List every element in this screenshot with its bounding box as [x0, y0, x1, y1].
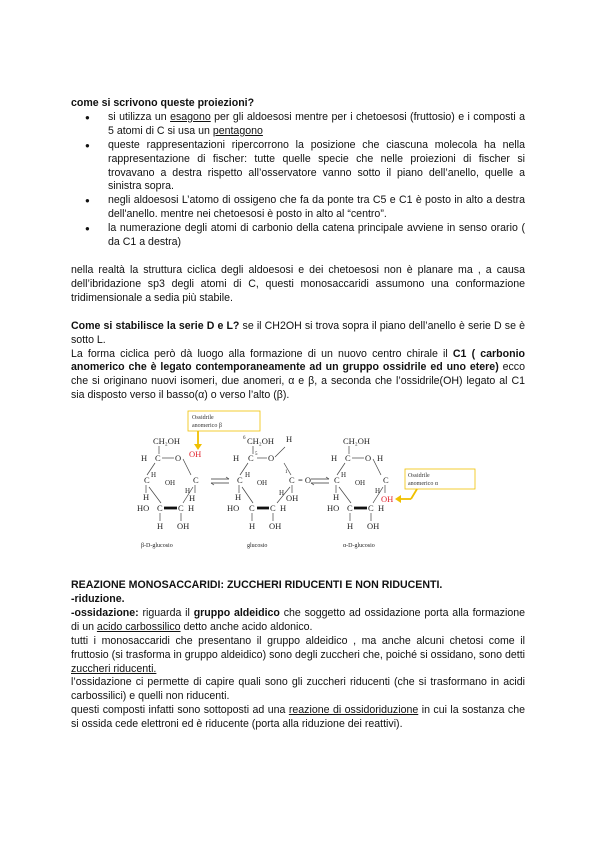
alpha-label-line2: anomerico α — [408, 481, 438, 488]
text-run: se il CH2OH si trova sopra il piano dell’anello è serie D se è sotto L. — [71, 319, 525, 346]
paragraph-reducing-sugars — [71, 635, 525, 677]
svg-text:OH: OH — [355, 479, 366, 488]
svg-text:5: 5 — [255, 452, 258, 458]
bullet-list — [71, 111, 525, 250]
svg-text:H: H — [157, 521, 164, 532]
svg-text:O: O — [365, 453, 372, 464]
text-run: acido carbossilico — [96, 620, 181, 633]
alpha-glucose — [327, 436, 393, 549]
equilibrium-arrows-2 — [311, 477, 329, 485]
text-run: Come si stabilisce la serie D e L? — [71, 319, 240, 332]
text-run: pentagono — [212, 124, 263, 137]
text-run: gruppo aldeidico — [193, 606, 280, 619]
svg-text:H: H — [151, 471, 157, 480]
svg-text:H: H — [189, 493, 196, 504]
paragraph-redox — [71, 704, 525, 732]
paragraph-anomeric — [71, 348, 525, 404]
svg-text:C: C — [193, 475, 199, 486]
svg-text:C: C — [347, 503, 353, 514]
svg-text:C: C — [157, 503, 163, 514]
beta-label-line2: anomerico β — [192, 423, 222, 430]
rich-text — [108, 139, 525, 193]
svg-text:C: C — [270, 503, 276, 514]
svg-text:OH: OH — [286, 493, 299, 504]
svg-text:OH: OH — [165, 479, 176, 488]
svg-text:H: H — [286, 434, 293, 445]
svg-text:OH: OH — [189, 449, 202, 460]
text-run: reazione di ossidoriduzione — [288, 704, 419, 717]
svg-text:H: H — [245, 471, 251, 480]
svg-text:OH: OH — [381, 494, 394, 505]
svg-text:C: C — [144, 475, 150, 486]
svg-text:H: H — [188, 503, 195, 514]
text-run: questi composti infatti sono sottoposti ad una — [71, 704, 289, 717]
text-run: si utilizza un — [108, 110, 171, 123]
svg-text:C: C — [237, 475, 243, 486]
text-run: -ossidazione: — [71, 606, 139, 619]
alpha-arrow-head — [395, 495, 401, 503]
open-glucose — [227, 434, 311, 549]
svg-text:C: C — [249, 503, 255, 514]
bullet-item — [71, 139, 525, 195]
section-heading-projections: come si scrivono queste proiezioni? — [71, 97, 255, 109]
haworth-diagram — [71, 407, 525, 567]
svg-text:H: H — [279, 489, 285, 498]
text-run: tutti i monosaccaridi che presentano il gruppo aldeidico , ma anche alcuni chetosi come il fruttosio (si trasforma in gruppo aldeidico) sono degli zuccheri che, poiché si ossidano, sono detti — [71, 634, 525, 661]
text-run: riguarda il — [138, 606, 194, 619]
bullet-item — [71, 194, 525, 222]
svg-text:O: O — [175, 453, 182, 464]
caption-alpha: α-D-glucosio — [343, 543, 375, 550]
svg-text:C: C — [248, 453, 254, 464]
rich-text — [108, 111, 525, 137]
svg-text:6: 6 — [243, 436, 246, 442]
glucose-figure — [71, 407, 525, 567]
svg-text:H: H — [141, 453, 148, 464]
svg-text:CH₂OH: CH₂OH — [247, 436, 275, 447]
beta-glucose — [137, 436, 201, 549]
svg-text:HO: HO — [137, 503, 150, 514]
svg-text:H: H — [249, 521, 256, 532]
svg-text:OH: OH — [367, 521, 380, 532]
beta-label-line1: Ossidrile — [192, 415, 214, 422]
svg-text:H: H — [333, 492, 340, 503]
svg-text:OH: OH — [257, 479, 268, 488]
svg-text:C: C — [155, 453, 161, 464]
svg-text:C: C — [345, 453, 351, 464]
bullet-item — [71, 111, 525, 139]
svg-text:H: H — [341, 471, 347, 480]
text-run: zuccheri riducenti. — [71, 662, 157, 675]
svg-text:C: C — [289, 475, 295, 486]
svg-text:CH₂OH: CH₂OH — [153, 436, 181, 447]
svg-text:H: H — [375, 487, 381, 496]
svg-text:H: H — [233, 453, 240, 464]
svg-text:C: C — [178, 503, 184, 514]
svg-text:H: H — [377, 453, 384, 464]
text-run: queste rappresentazioni ripercorrono la posizione che ciascuna molecola ha nella rappresentazione di fischer: tutte quelle specie che nelle proiezioni di fischer si trovavano a destra rispetto all’osservatore vanno sotto il piano dell’anello, quelle a sinistra sopra. — [108, 138, 525, 193]
svg-text:CH₂OH: CH₂OH — [343, 436, 371, 447]
svg-text:H: H — [143, 492, 150, 503]
rich-text — [108, 194, 525, 220]
section-heading-reactions: REAZIONE MONOSACCARIDI: ZUCCHERI RIDUCENTI E NON RIDUCENTI. — [71, 579, 443, 592]
paragraph-conformation: nella realtà la struttura ciclica degli aldoesosi e dei chetoesosi non è planare ma , a causa dell’ibridazione sp3 degli atomi di C, questi monosaccaridi assumono una conformazione tridimensionale a sedia più stabile. — [71, 263, 525, 304]
svg-text:HO: HO — [327, 503, 340, 514]
text-run: La forma ciclica però dà luogo alla formazione di un nuovo centro chirale il — [71, 347, 453, 360]
text-run: per gli aldoesosi mentre per i chetoesosi (fruttosio) e i composti a 5 atomi di C si usa un — [108, 110, 525, 137]
text-run: negli aldoesosi L’atomo di ossigeno che fa da ponte tra C5 e C1 è posto in alto a destra dell'anello. mentre nei chetoesosi è posto in alto al “centro”. — [108, 194, 525, 221]
bullet-item — [71, 222, 525, 250]
caption-beta: β-D-glucosio — [141, 543, 173, 550]
svg-text:OH: OH — [269, 521, 282, 532]
alpha-arrow-stem — [411, 489, 417, 499]
text-run: la numerazione degli atomi di carbonio della catena principale avviene in senso orario ( da C1 a destra) — [108, 222, 525, 249]
document-page — [71, 97, 525, 732]
svg-text:1: 1 — [285, 470, 288, 476]
text-run: esagono — [170, 110, 211, 123]
svg-text:C: C — [383, 475, 389, 486]
svg-text:H: H — [378, 503, 385, 514]
svg-text:H: H — [331, 453, 338, 464]
text-run: ecco che si originano nuovi isomeri, due anomeri, α e β, a seconda che l’ossidrile(OH) legato al C1 sia disposto verso il basso(α) o verso l’alto (β). — [71, 361, 525, 402]
svg-text:H: H — [347, 521, 354, 532]
svg-text:C: C — [334, 475, 340, 486]
svg-text:= O: = O — [298, 475, 312, 486]
paragraph-series — [71, 320, 525, 348]
text-run: in cui la sostanza che si ossida cede elettroni ed è riducente (porta alla riduzione dei reattivi). — [71, 704, 526, 731]
svg-text:O: O — [268, 453, 275, 464]
paragraph-oxidation-purpose: l’ossidazione ci permette di capire quali sono gli zuccheri riducenti (che si trasformano in acidi carbossilici) e quelli non riducenti. — [71, 676, 525, 703]
caption-open: glucosio — [247, 543, 268, 550]
svg-text:OH: OH — [177, 521, 190, 532]
svg-text:H: H — [185, 487, 191, 496]
text-run: C1 ( carbonio anomerico che è legato contemporaneamente ad un gruppo ossidrile ed uno etere) — [71, 347, 525, 374]
svg-text:H: H — [280, 503, 287, 514]
text-run: che soggetto ad ossidazione porta alla formazione di un — [71, 606, 525, 633]
equilibrium-arrows-1 — [211, 477, 229, 485]
svg-text:HO: HO — [227, 503, 240, 514]
svg-text:C: C — [368, 503, 374, 514]
text-run: detto anche acido aldonico. — [180, 620, 313, 633]
alpha-label-line1: Ossidrile — [408, 473, 430, 480]
paragraph-oxidation — [71, 607, 525, 635]
rich-text — [108, 222, 525, 248]
subheading-reduction: -riduzione. — [71, 593, 125, 606]
svg-text:H: H — [235, 492, 242, 503]
